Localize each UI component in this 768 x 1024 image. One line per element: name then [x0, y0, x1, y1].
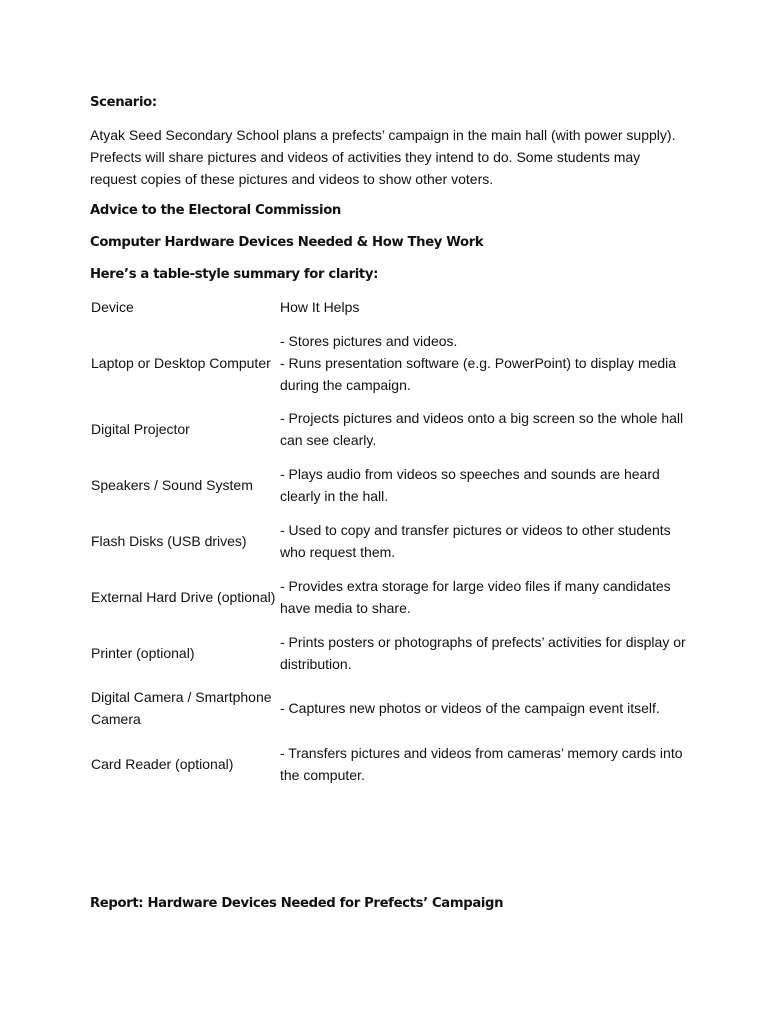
scenario-line: request copies of these pictures and videos to show other voters. [90, 171, 494, 187]
help-cell [280, 742, 690, 786]
device-cell: External Hard Drive (optional) [91, 589, 276, 605]
help-text: - Provides extra storage for large video files if many candidates have media to share. [280, 578, 671, 616]
help-cell [280, 330, 690, 396]
report-heading: Report: Hardware Devices Needed for Prefects’ Campaign [90, 896, 504, 911]
help-cell [280, 519, 690, 563]
help-cell [280, 463, 690, 507]
device-cell: Flash Disks (USB drives) [91, 533, 247, 549]
scenario-line: Prefects will share pictures and videos of activities they intend to do. Some students may [90, 149, 641, 165]
help-text: - Plays audio from videos so speeches and sounds are heard clearly in the hall. [280, 466, 660, 504]
help-text: - Transfers pictures and videos from cameras’ memory cards into the computer. [280, 745, 683, 783]
device-cell: Speakers / Sound System [91, 477, 253, 493]
help-text: - Projects pictures and videos onto a big screen so the whole hall can see clearly. [280, 410, 684, 448]
scenario-heading: Scenario: [90, 95, 157, 110]
help-text: - Captures new photos or videos of the campaign event itself. [280, 700, 660, 716]
summary-heading: Here’s a table-style summary for clarity: [90, 267, 379, 282]
scenario-paragraph [90, 124, 690, 190]
help-text: - Stores pictures and videos. [280, 333, 458, 349]
help-text: - Used to copy and transfer pictures or videos to other students who request them. [280, 522, 671, 560]
help-cell [280, 697, 690, 719]
help-text: - Prints posters or photographs of prefects’ activities for display or distribution. [280, 634, 686, 672]
device-cell: Printer (optional) [91, 645, 195, 661]
scenario-line: Atyak Seed Secondary School plans a prefects’ campaign in the main hall (with power supply). [90, 127, 676, 143]
column-header-how-it-helps: How It Helps [280, 299, 360, 315]
device-cell: Digital Camera / Smartphone Camera [91, 689, 272, 727]
help-cell [280, 631, 690, 675]
device-cell: Digital Projector [91, 421, 190, 437]
help-cell [280, 407, 690, 451]
advice-heading: Advice to the Electoral Commission [90, 203, 341, 218]
device-cell: Laptop or Desktop Computer [91, 355, 271, 371]
help-text: - Runs presentation software (e.g. PowerPoint) to display media during the campaign. [280, 355, 677, 393]
help-cell [280, 575, 690, 619]
device-cell: Card Reader (optional) [91, 756, 234, 772]
column-header-device: Device [91, 299, 134, 315]
devices-heading: Computer Hardware Devices Needed & How They Work [90, 235, 484, 250]
